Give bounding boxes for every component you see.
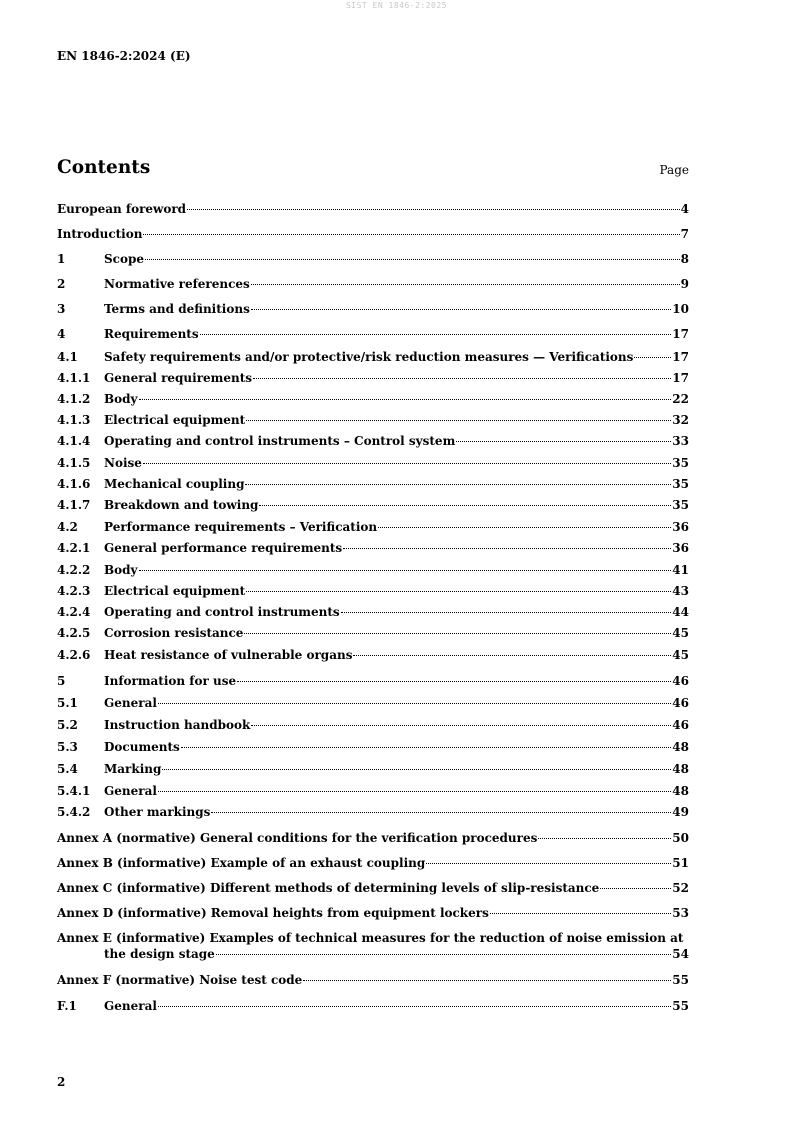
toc-entry-title: Information for use [104, 674, 237, 688]
contents-title: Contents [57, 157, 151, 178]
toc-entry-title: Normative references [104, 277, 250, 291]
toc-entry-number: 4.1.7 [57, 498, 91, 512]
toc-entry-title: General performance requirements [104, 541, 343, 555]
toc-entry[interactable] [57, 413, 689, 428]
toc-entry-title: Other markings [104, 805, 211, 819]
toc-entry[interactable] [57, 973, 689, 988]
toc-entry-page: 46 [672, 674, 689, 688]
toc-entry[interactable] [57, 762, 689, 777]
dot-leader [600, 888, 671, 889]
toc-entry-page: 35 [672, 456, 689, 470]
toc-entry-number: F.1 [57, 999, 77, 1013]
toc-entry-title: Body [104, 563, 138, 577]
toc-entry-title: Requirements [104, 327, 199, 341]
toc-entry-page: 46 [672, 696, 689, 710]
toc-entry-number: 5.1 [57, 696, 78, 710]
toc-entry-number: 4.2 [57, 520, 78, 534]
dot-leader [343, 548, 671, 549]
toc-entry-title: Noise [104, 456, 142, 470]
toc-entry[interactable] [57, 563, 689, 578]
toc-entry-page: 17 [672, 371, 689, 385]
toc-entry[interactable] [57, 740, 689, 755]
dot-leader [237, 681, 671, 682]
toc-entry-page: 33 [672, 434, 689, 448]
dot-leader [538, 838, 671, 839]
dot-leader [246, 420, 671, 421]
toc-entry-page: 51 [672, 856, 689, 870]
dot-leader [251, 284, 680, 285]
dot-leader [456, 441, 671, 442]
toc-entry-title: Operating and control instruments [104, 605, 340, 619]
toc-entry-number: 5.2 [57, 718, 78, 732]
toc-entry[interactable] [57, 805, 689, 820]
toc-entry-title: Breakdown and towing [104, 498, 259, 512]
toc-entry-title: Documents [104, 740, 180, 754]
dot-leader [634, 357, 671, 358]
toc-entry-page: 35 [672, 477, 689, 491]
dot-leader [303, 980, 671, 981]
toc-entry-page: 43 [672, 584, 689, 598]
toc-entry-number: 4.1.4 [57, 434, 91, 448]
toc-entry-page: 8 [680, 252, 689, 266]
toc-entry-number: 4.1 [57, 350, 78, 364]
toc-entry-title: Annex F (normative) Noise test code [57, 973, 303, 987]
toc-entry-title: Annex B (informative) Example of an exhaust coupling [57, 856, 426, 870]
toc-entry[interactable] [57, 227, 689, 242]
toc-entry-number: 3 [57, 302, 66, 316]
toc-entry-page: 52 [672, 881, 689, 895]
toc-entry-title: Electrical equipment [104, 413, 246, 427]
toc-entry-page: 32 [672, 413, 689, 427]
page-number: 2 [57, 1075, 66, 1089]
toc-entry-number: 4.2.3 [57, 584, 91, 598]
toc-entry-page: 55 [672, 973, 689, 987]
dot-leader [158, 1006, 671, 1007]
toc-entry[interactable] [57, 350, 689, 365]
dot-leader [143, 234, 679, 235]
toc-entry-number: 5 [57, 674, 66, 688]
toc-entry-number: 1 [57, 252, 66, 266]
dot-leader [341, 612, 672, 613]
toc-entry-number: 5.4.2 [57, 805, 91, 819]
toc-entry-number: 4.1.6 [57, 477, 91, 491]
toc-entry[interactable] [57, 477, 689, 492]
dot-leader [187, 209, 680, 210]
toc-entry[interactable] [57, 371, 689, 386]
toc-entry-title: General [104, 784, 157, 798]
toc-entry-page: 48 [672, 784, 689, 798]
toc-entry-page: 55 [672, 999, 689, 1013]
toc-entry-number: 4.1.2 [57, 392, 91, 406]
toc-entry-title: Introduction [57, 227, 143, 241]
toc-entry-title: General [104, 999, 157, 1013]
toc-entry-title-continued: the design stage [104, 947, 215, 961]
toc-entry[interactable] [57, 498, 689, 513]
toc-entry[interactable] [57, 626, 689, 641]
toc-entry-title: Electrical equipment [104, 584, 246, 598]
toc-entry-page: 48 [672, 740, 689, 754]
dot-leader [259, 505, 671, 506]
dot-leader [211, 812, 671, 813]
toc-entry[interactable] [57, 674, 689, 689]
dot-leader [158, 791, 671, 792]
toc-entry-page: 45 [672, 626, 689, 640]
toc-entry-number: 2 [57, 277, 66, 291]
toc-entry-title: European foreword [57, 202, 187, 216]
dot-leader [353, 655, 671, 656]
toc-entry-page: 4 [680, 202, 689, 216]
toc-entry-number: 4.1.5 [57, 456, 91, 470]
toc-entry[interactable] [57, 202, 689, 217]
toc-entry-title: Performance requirements – Verification [104, 520, 378, 534]
toc-entry-title: Corrosion resistance [104, 626, 244, 640]
toc-entry-title: Mechanical coupling [104, 477, 245, 491]
dot-leader [378, 527, 671, 528]
toc-entry-page: 7 [680, 227, 689, 241]
toc-entry-title: General requirements [104, 371, 253, 385]
toc-entry-number: 4.2.1 [57, 541, 91, 555]
toc-entry-page: 17 [672, 327, 689, 341]
dot-leader [139, 399, 672, 400]
watermark: SIST EN 1846-2:2025 [345, 1, 447, 10]
toc-entry-page: 46 [672, 718, 689, 732]
dot-leader [200, 334, 672, 335]
toc-entry-page: 36 [672, 520, 689, 534]
toc-entry-number: 4.1.1 [57, 371, 91, 385]
toc-entry-title: Annex E (informative) Examples of technical measures for the reduction of noise emission at [57, 931, 684, 945]
toc-entry-number: 4.2.4 [57, 605, 91, 619]
toc-entry-title: Annex A (normative) General conditions for the verification procedures [57, 831, 538, 845]
toc-entry[interactable] [57, 541, 689, 556]
toc-entry-page: 50 [672, 831, 689, 845]
dot-leader [245, 484, 671, 485]
toc-entry-annex-e[interactable] [57, 930, 689, 962]
toc-entry-page: 22 [672, 392, 689, 406]
toc-entry-title: Marking [104, 762, 162, 776]
toc-entry-page: 10 [672, 302, 689, 316]
toc-entry[interactable] [57, 520, 689, 535]
dot-leader [143, 463, 671, 464]
toc-entry-number: 4.2.2 [57, 563, 91, 577]
toc-entry[interactable] [57, 648, 689, 663]
toc-entry-page: 54 [672, 947, 689, 961]
toc-entry[interactable] [57, 881, 689, 896]
toc-entry-number: 5.4 [57, 762, 78, 776]
dot-leader [216, 954, 671, 955]
toc-entry[interactable] [57, 584, 689, 599]
dot-leader [162, 769, 671, 770]
toc-entry-number: 4 [57, 327, 66, 341]
toc-entry-title: Safety requirements and/or protective/risk reduction measures — Verifications [104, 350, 634, 364]
dot-leader [251, 725, 671, 726]
dot-leader [246, 591, 671, 592]
dot-leader [426, 863, 671, 864]
toc-entry-page: 48 [672, 762, 689, 776]
toc-entry-title: Scope [104, 252, 145, 266]
toc-entry-title: Heat resistance of vulnerable organs [104, 648, 353, 662]
toc-entry-number: 5.3 [57, 740, 78, 754]
toc-entry-page: 9 [680, 277, 689, 291]
toc-entry-page: 36 [672, 541, 689, 555]
toc-entry-page: 45 [672, 648, 689, 662]
dot-leader [145, 259, 680, 260]
document-id: EN 1846-2:2024 (E) [57, 49, 191, 63]
dot-leader [158, 703, 671, 704]
toc-entry[interactable] [57, 784, 689, 799]
toc-entry-number: 5.4.1 [57, 784, 91, 798]
page-column-label: Page [659, 163, 689, 177]
toc-entry-number: 4.1.3 [57, 413, 91, 427]
toc-entry[interactable] [57, 718, 689, 733]
toc-entry-title: Body [104, 392, 138, 406]
toc-entry-page: 44 [672, 605, 689, 619]
toc-entry[interactable] [57, 302, 689, 317]
toc-entry-title: Operating and control instruments – Control system [104, 434, 456, 448]
toc-entry-number: 4.2.5 [57, 626, 91, 640]
toc-entry-title: General [104, 696, 157, 710]
toc-entry[interactable] [57, 252, 689, 267]
toc-entry-page: 35 [672, 498, 689, 512]
toc-entry-number: 4.2.6 [57, 648, 91, 662]
toc-entry[interactable] [57, 856, 689, 871]
toc-entry[interactable] [57, 434, 689, 449]
dot-leader [251, 309, 671, 310]
toc-entry[interactable] [57, 831, 689, 846]
toc-entry[interactable] [57, 696, 689, 711]
toc-entry[interactable] [57, 906, 689, 921]
toc-entry-page: 53 [672, 906, 689, 920]
toc-entry[interactable] [57, 327, 689, 342]
toc-entry-title: Annex C (informative) Different methods of determining levels of slip-resistance [57, 881, 600, 895]
toc-entry[interactable] [57, 999, 689, 1014]
toc-entry-title: Instruction handbook [104, 718, 251, 732]
toc-entry-title: Annex D (informative) Removal heights from equipment lockers [57, 906, 489, 920]
dot-leader [244, 633, 671, 634]
dot-leader [253, 378, 671, 379]
toc-entry[interactable] [57, 392, 689, 407]
toc-entry[interactable] [57, 456, 689, 471]
toc-entry-page: 17 [672, 350, 689, 364]
toc-entry-title: Terms and definitions [104, 302, 250, 316]
dot-leader [139, 570, 672, 571]
toc-entry[interactable] [57, 605, 689, 620]
toc-entry-page: 41 [672, 563, 689, 577]
toc-entry-page: 49 [672, 805, 689, 819]
dot-leader [490, 913, 671, 914]
toc-entry[interactable] [57, 277, 689, 292]
dot-leader [181, 747, 672, 748]
